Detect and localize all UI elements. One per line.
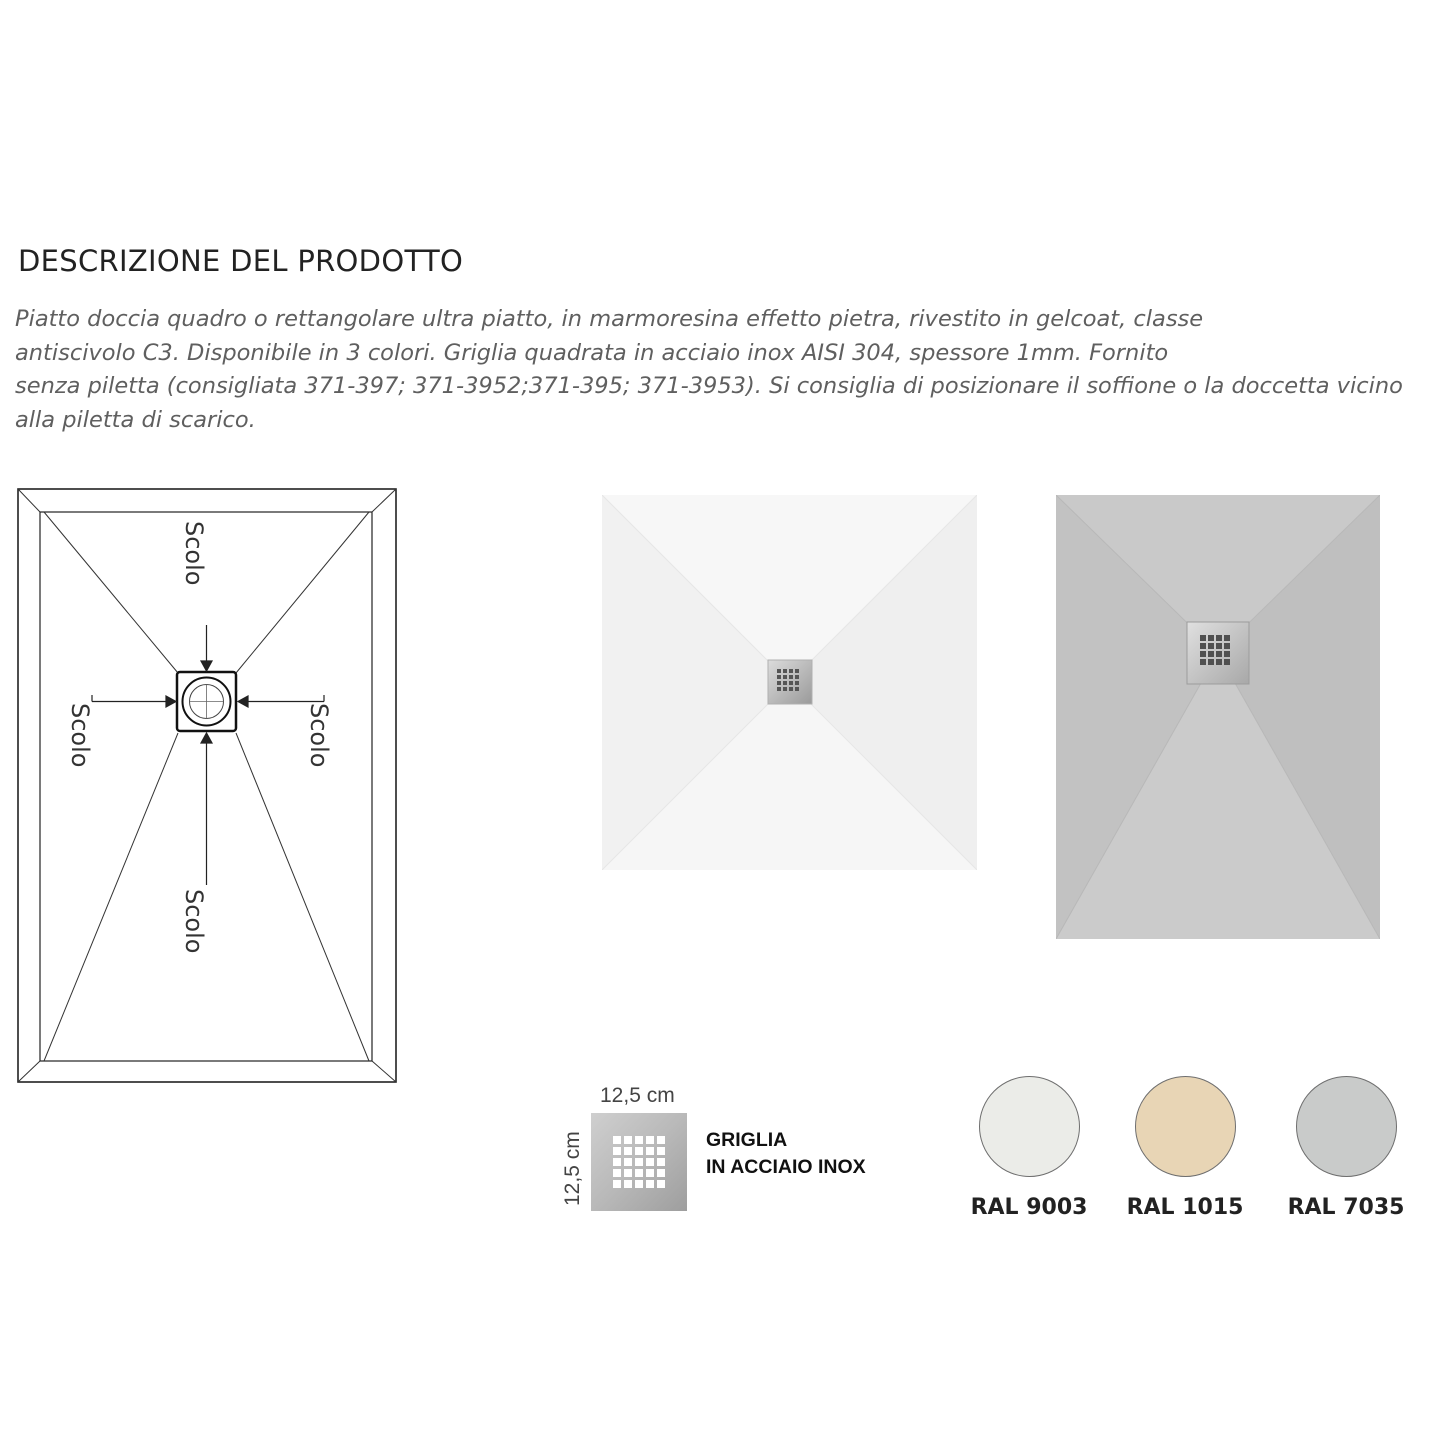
color-label: RAL 7035	[1287, 1195, 1405, 1220]
color-option-ral-7035	[1271, 1076, 1421, 1220]
white-tray-image	[602, 495, 977, 870]
color-swatch	[1135, 1076, 1236, 1177]
color-swatch	[979, 1076, 1080, 1177]
grate-icon	[591, 1113, 687, 1211]
color-swatch	[1296, 1076, 1397, 1177]
page-title: DESCRIZIONE DEL PRODOTTO	[18, 244, 464, 278]
description-line: antiscivolo C3. Disponibile in 3 colori. Griglia quadrata in acciaio inox AISI 304, spessore 1mm. Fornito	[15, 339, 1169, 366]
scolo-label-right: Scolo	[305, 703, 333, 768]
product-description	[15, 303, 1415, 437]
color-option-ral-1015	[1110, 1076, 1260, 1220]
grate-height-dimension: 12,5 cm	[561, 1131, 584, 1206]
scolo-label-bottom: Scolo	[180, 889, 208, 954]
color-option-ral-9003	[954, 1076, 1104, 1220]
grate-label-line2: IN ACCIAIO INOX	[706, 1156, 866, 1178]
grate-label-line1: GRIGLIA	[706, 1129, 788, 1151]
tray-technical-drawing	[14, 485, 404, 1090]
color-label: RAL 9003	[970, 1195, 1088, 1220]
grate-label	[706, 1127, 866, 1181]
grey-tray-image	[1056, 495, 1380, 939]
scolo-label-top: Scolo	[180, 521, 208, 586]
scolo-label-left: Scolo	[66, 703, 94, 768]
grate-width-dimension: 12,5 cm	[600, 1084, 675, 1107]
description-line: alla piletta di scarico.	[15, 406, 256, 433]
color-label: RAL 1015	[1126, 1195, 1244, 1220]
description-line: Piatto doccia quadro o rettangolare ultra piatto, in marmoresina effetto pietra, rivestito in gelcoat, classe	[15, 306, 1204, 332]
description-line: senza piletta (consigliata 371-397; 371-3952;371-395; 371-3953). Si consiglia di posizionare il soffione o la doccetta vicino	[15, 373, 1403, 399]
